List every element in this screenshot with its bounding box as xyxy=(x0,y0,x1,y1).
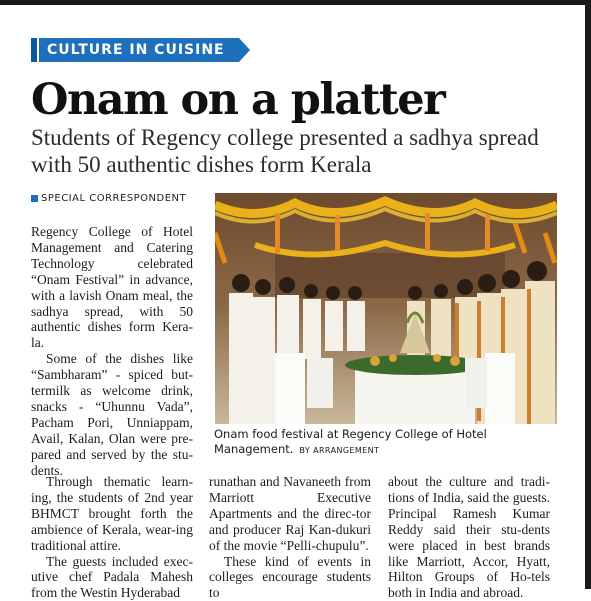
paragraph: about the culture and tradi-tions of India, said the guests. Principal Ramesh Kumar Reddy said their stu-dents were placed in best brands like Marriott, Accor, Hyatt, Hilton Groups of Ho-tels both in India and abroad. xyxy=(388,474,550,601)
body-column-3 xyxy=(388,474,550,601)
paragraph: Through thematic learn-ing, the students of 2nd year BHMCT brought forth the ambience of Kerala, wear-ing traditional attire. xyxy=(31,474,193,553)
paragraph: Some of the dishes like “Sambharam” - spiced but-termilk as welcome drink, snacks - “Uhunnu Vada”, Pacham Pori, Unniappam, Avail, Kalan, Olan were pre-pared and served by the stu-dents. xyxy=(31,351,193,478)
news-photo xyxy=(215,193,557,424)
body-column-2 xyxy=(209,474,371,601)
photo-caption xyxy=(214,427,559,458)
paragraph: These kind of events in colleges encourage students to xyxy=(209,553,371,601)
kicker-arrow xyxy=(239,38,250,62)
byline xyxy=(31,193,186,204)
body-column-1-lower xyxy=(31,474,193,601)
kicker-stripe xyxy=(31,38,37,62)
section-kicker xyxy=(31,38,250,62)
kicker-label: CULTURE IN CUISINE xyxy=(39,38,239,62)
byline-text: SPECIAL CORRESPONDENT xyxy=(41,193,187,204)
body-column-1 xyxy=(31,224,193,479)
standfirst: Students of Regency college presented a sadhya spread with 50 authentic dishes form Kerala xyxy=(31,125,539,177)
paragraph: runathan and Navaneeth from Marriott Executive Apartments and the direc-tor and producer Raj Kan-dukuri of the movie “Pelli-chupulu”. xyxy=(209,474,371,553)
byline-square-icon xyxy=(31,195,38,202)
caption-text: Onam food festival at Regency College of Hotel Management. xyxy=(214,427,487,456)
paragraph: The guests included exec-utive chef Padala Mahesh from the Westin Hyderabad xyxy=(31,553,193,601)
photo-credit: BY ARRANGEMENT xyxy=(299,445,380,455)
paragraph: Regency College of Hotel Management and Catering Technology celebrated “Onam Festival” in advance, with a lavish Onam meal, the sadhya spread, with 50 authentic dishes form Kera-la. xyxy=(31,224,193,351)
right-border xyxy=(585,0,591,589)
headline: Onam on a platter xyxy=(31,75,445,125)
photo-illustration xyxy=(215,193,557,424)
